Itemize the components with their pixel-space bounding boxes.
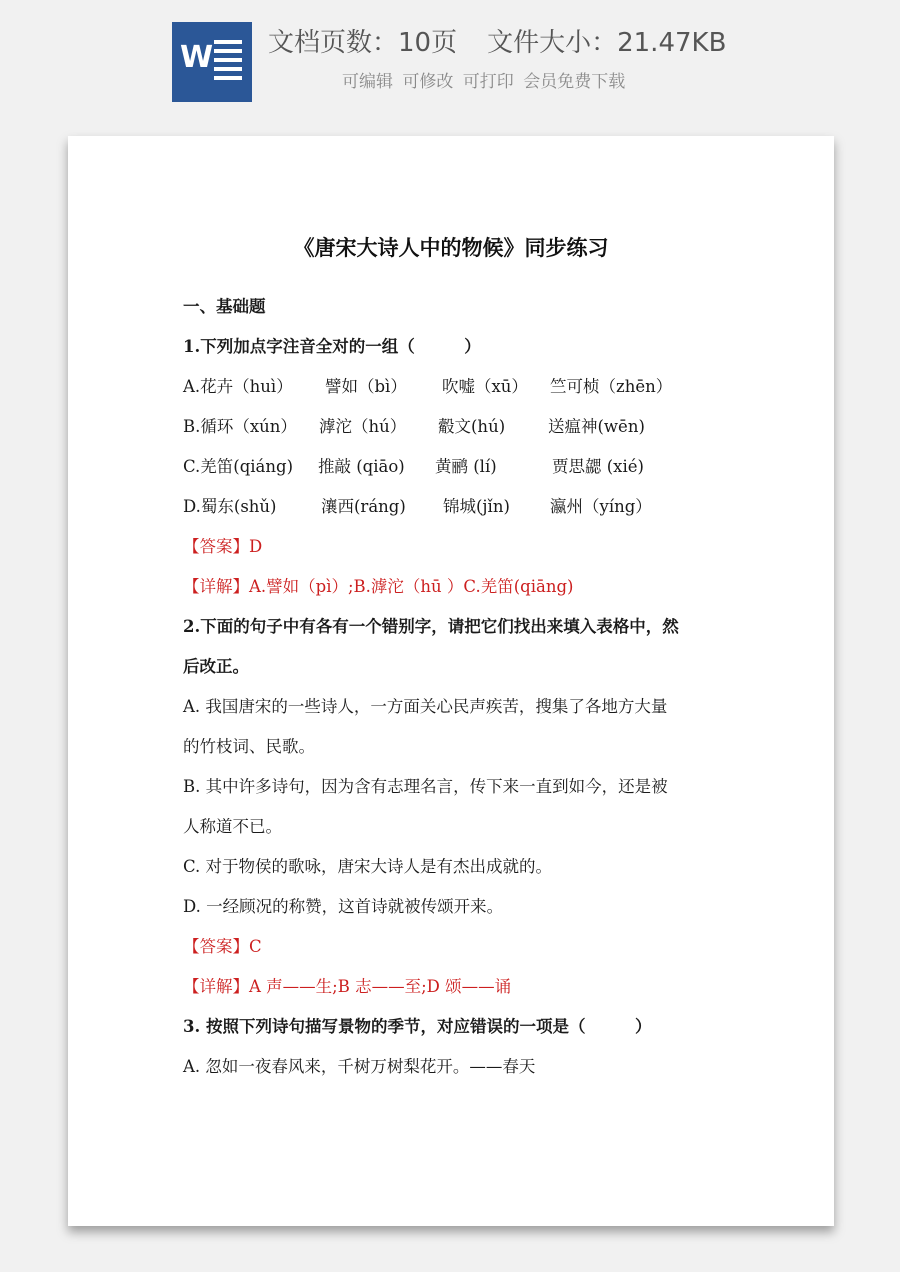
question-2-option-c: C. 对于物侯的歌咏，唐宋大诗人是有杰出成就的。 [183,857,553,876]
option-item: 瀛州（yíng） [550,497,652,516]
option-item: B.循环（xún） [183,417,297,436]
word-icon [172,22,252,102]
download-info-header [0,0,900,120]
question-2-stem: 2.下面的句子中有各有一个错别字，请把它们找出来填入表格中，然 [183,617,679,636]
document-page [68,136,834,1226]
feature-list: 可编辑 可修改 可打印 会员免费下载 [342,72,626,92]
option-item: 贾思勰 (xié) [552,457,644,476]
option-item: 送瘟神(wēn) [548,417,645,436]
word-icon-lines [214,40,242,85]
question-2-explanation: 【详解】A 声——生;B 志——至;D 颂——诵 [183,977,512,996]
option-item: 譬如（bì） [325,377,407,396]
question-2-option-b: B. 其中许多诗句，因为含有志理名言，传下来一直到如今，还是被 [183,777,668,796]
question-1-option-c [183,455,743,479]
file-size: 文件大小：21.47KB [487,28,727,58]
option-item: 推敲 (qiāo) [318,457,405,476]
word-icon-letter: W [180,40,214,75]
question-1-option-d [183,495,743,519]
file-meta [268,22,726,59]
question-2-option-b-cont: 人称道不已。 [183,817,282,836]
option-item: 锦城(jǐn) [443,497,510,516]
option-item: 竺可桢（zhēn） [550,377,673,396]
question-2-option-d: D. 一经顾况的称赞，这首诗就被传颂开来。 [183,897,504,916]
option-item: 瀼西(ráng) [321,497,406,516]
option-item: D.蜀东(shǔ) [183,497,277,516]
option-item: 滹沱（hú） [319,417,407,436]
question-3-stem: 3. 按照下列诗句描写景物的季节，对应错误的一项是（ ） [183,1017,652,1036]
question-1-answer: 【答案】D [183,537,263,556]
option-item: 黄鹂 (lí) [435,457,497,476]
document-title: 《唐宋大诗人中的物候》同步练习 [293,235,609,260]
option-item: A.花卉（huì） [183,377,293,396]
option-item: 觳文(hú) [438,417,506,436]
question-3-option-a: A. 忽如一夜春风来，千树万树梨花开。——春天 [183,1057,536,1076]
question-2-stem-cont: 后改正。 [183,657,249,676]
option-item: 吹嘘（xū） [442,377,528,396]
question-2-answer: 【答案】C [183,937,262,956]
question-2-option-a: A. 我国唐宋的一些诗人，一方面关心民声疾苦，搜集了各地方大量 [183,697,668,716]
question-1-explanation: 【详解】A.譬如（pì）;B.滹沱（hū ）C.羌笛(qiāng) [183,577,574,596]
question-2-option-a-cont: 的竹枝词、民歌。 [183,737,315,756]
option-item: C.羌笛(qiáng) [183,457,294,476]
question-1-stem: 1.下列加点字注音全对的一组（ ） [183,337,481,356]
page-count: 文档页数：10页 [268,28,458,58]
question-1-option-b [183,415,743,439]
question-1-option-a [183,375,743,399]
section-heading: 一、基础题 [183,297,266,316]
